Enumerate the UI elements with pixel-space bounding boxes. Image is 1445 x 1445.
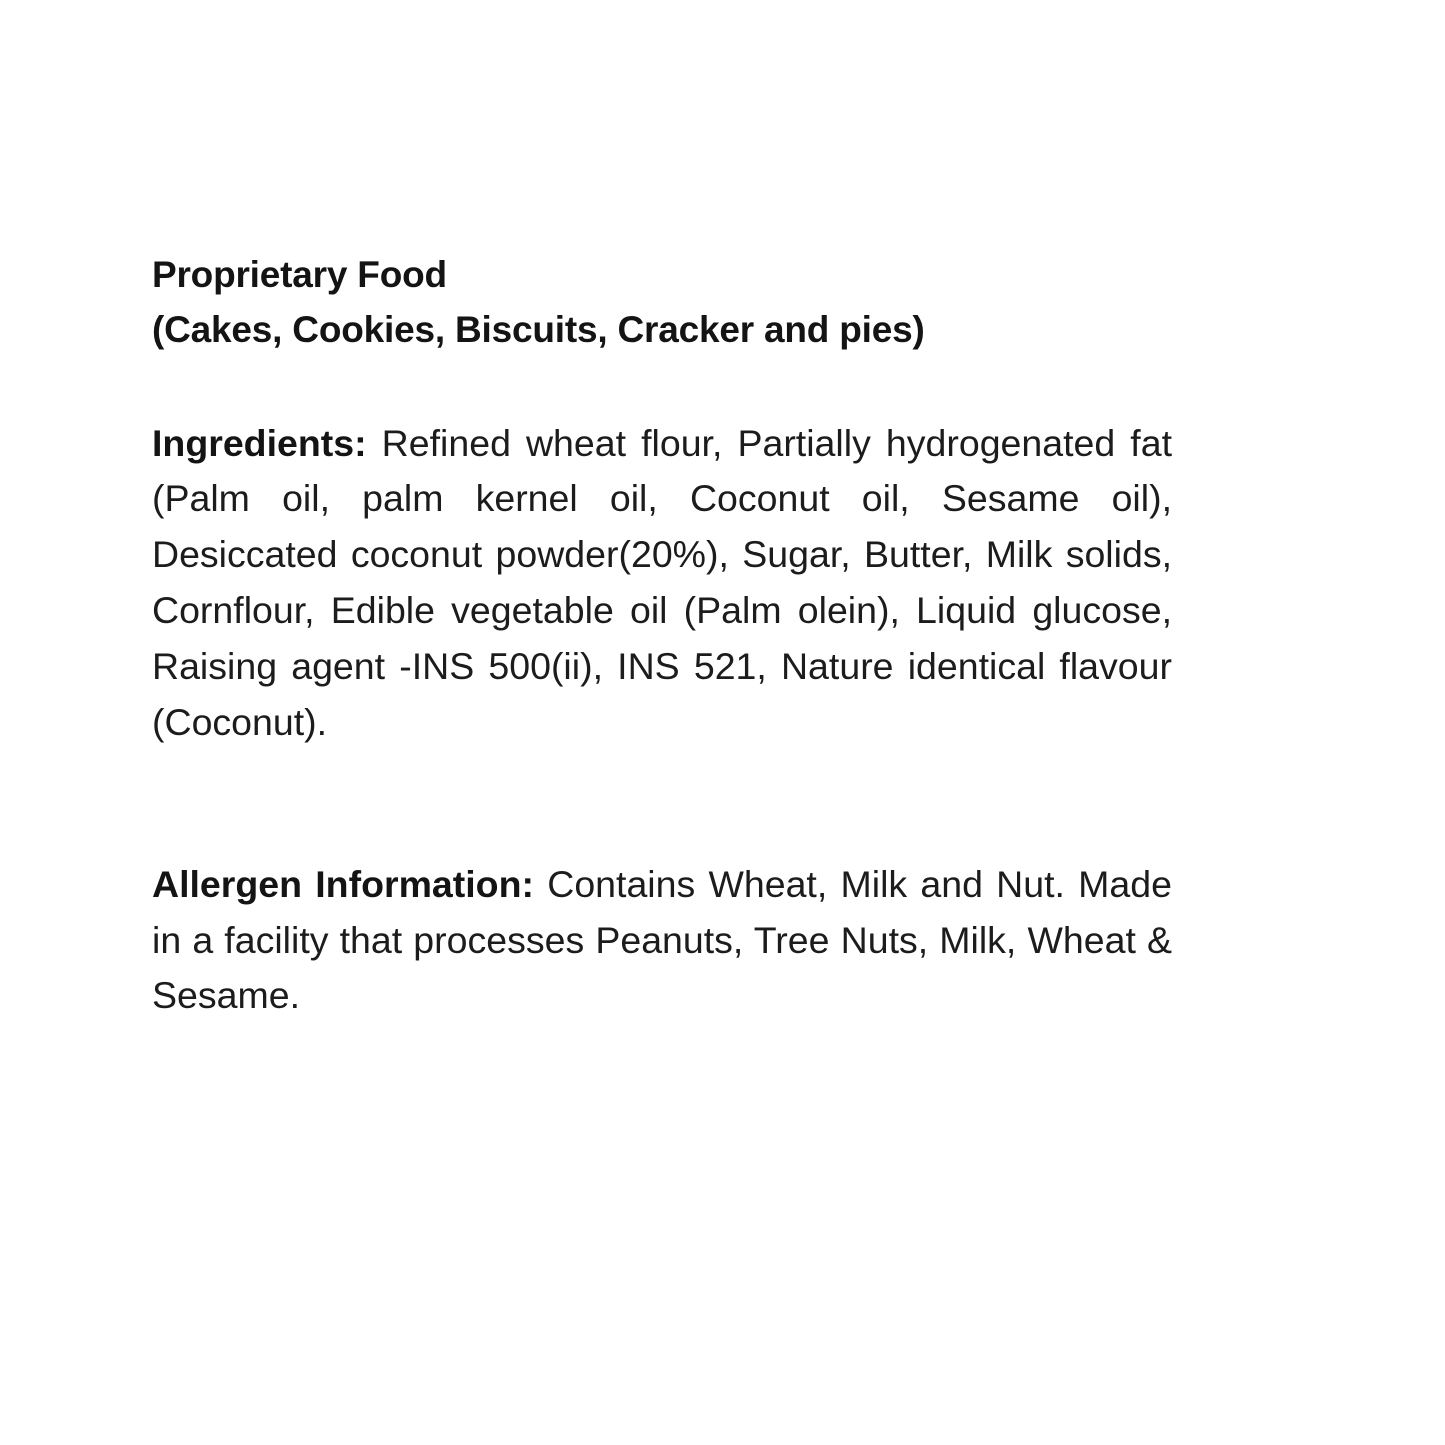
allergen-heading: Allergen Information: — [152, 862, 534, 905]
ingredients-text: Refined wheat flour, Partially hydrogenated fat (Palm oil, palm kernel oil, Coconut oil, Sesame oil), Desiccated coconut powder(20%), Sugar, Butter, Milk solids, Cornflour, Edible vegetable oil (Palm olein), Liquid glucose, Raising agent -INS 500(ii), INS 521, Nature identical flavour (Coconut). — [152, 421, 1172, 743]
page-subtitle: (Cakes, Cookies, Biscuits, Cracker and pies) — [152, 308, 925, 350]
label-title-block — [152, 248, 1172, 358]
allergen-paragraph — [152, 857, 1172, 1081]
product-label-panel — [152, 248, 1172, 1080]
allergen-text: Contains Wheat, Milk and Nut. Made in a facility that processes Peanuts, Tree Nuts, Milk, Wheat & Sesame. — [152, 862, 1172, 1017]
page-title: Proprietary Food — [152, 254, 447, 295]
ingredients-heading: Ingredients: — [152, 421, 367, 464]
ingredients-paragraph — [152, 416, 1172, 807]
